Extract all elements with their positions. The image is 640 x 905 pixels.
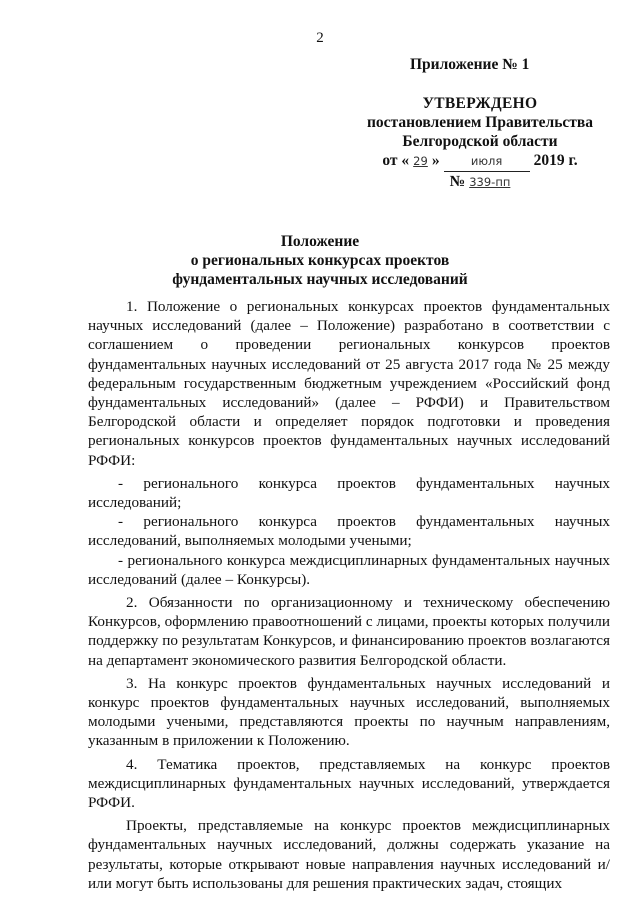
document-body: [88, 297, 610, 897]
decree-line-1: постановлением Правительства: [366, 114, 594, 131]
title-line-2: о региональных конкурсах проектов: [190, 252, 450, 269]
decree-date: [360, 151, 600, 172]
date-month: июля: [470, 154, 503, 168]
approval-stamp: [360, 94, 600, 192]
title-line-1: Положение: [280, 233, 360, 250]
list-item-2: - регионального конкурса проектов фундаментальных научных исследований, выполняемых молодыми учеными;: [88, 513, 610, 550]
number-value: 339-пп: [469, 175, 511, 189]
document-title: [0, 232, 640, 289]
number-prefix: №: [449, 173, 466, 190]
date-day: 29: [413, 154, 428, 168]
date-mid: »: [431, 152, 440, 169]
list-item-3: - регионального конкурса междисциплинарных фундаментальных научных исследований (далее – Конкурсы).: [88, 551, 610, 588]
paragraph-3: 3. На конкурс проектов фундаментальных научных исследований и конкурс проектов фундаментальных научных исследований, выполняемых молодыми учеными, представляются проекты по научным направлениям, указанным в приложении к Положению.: [88, 674, 610, 750]
paragraph-2: 2. Обязанности по организационному и техническому обеспечению Конкурсов, оформлению правоотношений с лицами, проекты которых получили поддержку по результатам Конкурсов, и финансированию проектов возлагаются на департамент экономического развития Белгородской области.: [88, 594, 610, 669]
page-number: 2: [316, 30, 324, 46]
paragraph-1: 1. Положение о региональных конкурсах проектов фундаментальных научных исследований (далее – Положение) разработано в соответствии с соглашением о проведении региональных конкурсов проектов фундаментальных научных исследований от 25 августа 2017 года № 25 между федеральным государственным бюджетным учреждением «Российский фонд фундаментальных исследований» (далее – РФФИ) и Правительством Белгородской области и определяет порядок подготовки и проведения региональных конкурсов проектов фундаментальных научных исследований РФФИ:: [88, 298, 610, 469]
appendix-label: Приложение № 1: [410, 56, 530, 73]
title-line-3: фундаментальных научных исследований: [172, 271, 468, 288]
date-year: 2019 г.: [533, 152, 578, 169]
list-item-1: - регионального конкурса проектов фундаментальных научных исследований;: [88, 474, 610, 512]
decree-number: [360, 172, 600, 192]
paragraph-4: 4. Тематика проектов, представляемых на конкурс проектов междисциплинарных фундаментальных научных исследований, утверждается РФФИ.: [88, 755, 610, 812]
approved-heading: УТВЕРЖДЕНО: [422, 95, 538, 112]
paragraph-5: Проекты, представляемые на конкурс проектов междисциплинарных фундаментальных научных исследований, должны содержать указание на результаты, которые открывают новые направления научных исследований и/или могут быть использованы для решения практических задач, стоящих: [88, 817, 610, 892]
date-prefix: от «: [382, 152, 410, 169]
decree-line-2: Белгородской области: [402, 133, 558, 150]
